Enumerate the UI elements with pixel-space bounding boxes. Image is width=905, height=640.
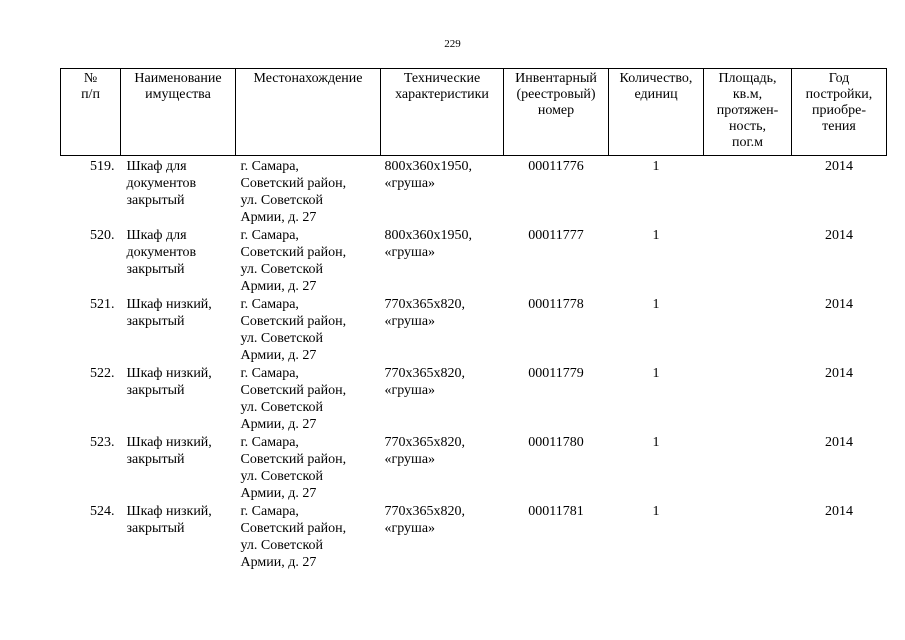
row-inventory-number: 00011781 <box>528 504 584 519</box>
row-quantity: 1 <box>652 297 660 312</box>
row-location: г. Самара, Советский район, ул. Советской Армии, д. 27 <box>240 297 347 363</box>
row-name: Шкаф низкий, закрытый <box>126 366 212 398</box>
row-area <box>704 227 792 296</box>
row-location: г. Самара, Советский район, ул. Советской Армии, д. 27 <box>240 435 347 501</box>
table-row <box>61 365 887 434</box>
row-quantity: 1 <box>652 435 660 450</box>
row-number: 524. <box>90 504 115 519</box>
row-location: г. Самара, Советский район, ул. Советской Армии, д. 27 <box>240 159 347 225</box>
header-number: № п/п <box>61 69 121 156</box>
header-quantity: Количество, единиц <box>609 69 704 156</box>
table-row <box>61 156 887 228</box>
row-year: 2014 <box>825 228 853 243</box>
row-area <box>704 365 792 434</box>
header-specs: Технические характеристики <box>381 69 504 156</box>
row-number: 522. <box>90 366 115 381</box>
header-inventory-number: Инвентарный (реестровый) номер <box>504 69 609 156</box>
row-name: Шкаф для документов закрытый <box>126 228 197 277</box>
header-area: Площадь, кв.м, протяжен- ность, пог.м <box>704 69 792 156</box>
row-area <box>704 434 792 503</box>
row-specs: 800х360х1950, «груша» <box>384 159 472 191</box>
property-table <box>60 68 887 572</box>
row-year: 2014 <box>825 297 853 312</box>
row-area <box>704 503 792 572</box>
row-specs: 770х365х820, «груша» <box>384 366 465 398</box>
row-location: г. Самара, Советский район, ул. Советской Армии, д. 27 <box>240 228 347 294</box>
table-header-row <box>61 69 887 156</box>
row-name: Шкаф низкий, закрытый <box>126 435 212 467</box>
table-row <box>61 434 887 503</box>
row-inventory-number: 00011779 <box>528 366 584 381</box>
row-inventory-number: 00011778 <box>528 297 584 312</box>
row-number: 523. <box>90 435 115 450</box>
row-inventory-number: 00011780 <box>528 435 584 450</box>
row-quantity: 1 <box>652 159 660 174</box>
row-number: 519. <box>90 159 115 174</box>
row-year: 2014 <box>825 366 853 381</box>
row-inventory-number: 00011776 <box>528 159 584 174</box>
page-number: 229 <box>444 38 461 50</box>
row-name: Шкаф для документов закрытый <box>126 159 197 208</box>
row-quantity: 1 <box>652 504 660 519</box>
row-number: 520. <box>90 228 115 243</box>
table-row <box>61 296 887 365</box>
row-specs: 770х365х820, «груша» <box>384 504 465 536</box>
row-location: г. Самара, Советский район, ул. Советской Армии, д. 27 <box>240 366 347 432</box>
row-year: 2014 <box>825 435 853 450</box>
table-row <box>61 503 887 572</box>
header-name: Наименование имущества <box>121 69 236 156</box>
row-name: Шкаф низкий, закрытый <box>126 297 212 329</box>
row-quantity: 1 <box>652 366 660 381</box>
row-specs: 800х360х1950, «груша» <box>384 228 472 260</box>
header-year: Год постройки, приобре- тения <box>792 69 887 156</box>
row-year: 2014 <box>825 504 853 519</box>
row-specs: 770х365х820, «груша» <box>384 435 465 467</box>
row-location: г. Самара, Советский район, ул. Советской Армии, д. 27 <box>240 504 347 570</box>
row-name: Шкаф низкий, закрытый <box>126 504 212 536</box>
header-location: Местонахождение <box>236 69 381 156</box>
row-area <box>704 296 792 365</box>
row-area <box>704 156 792 228</box>
row-specs: 770х365х820, «груша» <box>384 297 465 329</box>
row-number: 521. <box>90 297 115 312</box>
table-row <box>61 227 887 296</box>
row-inventory-number: 00011777 <box>528 228 584 243</box>
row-year: 2014 <box>825 159 853 174</box>
row-quantity: 1 <box>652 228 660 243</box>
